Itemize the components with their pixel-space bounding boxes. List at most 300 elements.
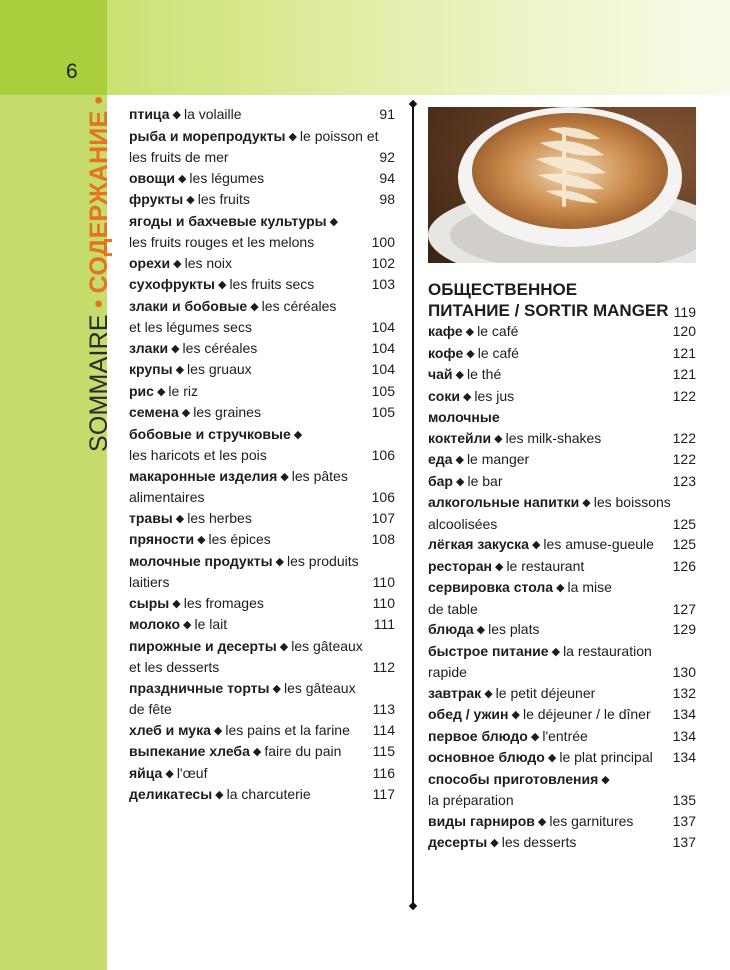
toc-entry (129, 699, 395, 720)
entry-russian: виды гарниров (428, 812, 535, 829)
entry-page-number: 91 (379, 106, 395, 122)
entry-russian: сухофрукты (129, 276, 215, 292)
diamond-bullet-icon: ◆ (547, 752, 557, 764)
entry-french: les céréales (261, 297, 337, 314)
diamond-bullet-icon: ◆ (551, 645, 561, 658)
entry-french: les boissons (593, 494, 671, 510)
toc-entry (428, 832, 696, 854)
toc-entry-text (129, 359, 252, 381)
entry-french: la mise (567, 579, 612, 595)
entry-russian: рыба и морепродукты (129, 127, 286, 144)
entry-russian: кафе (428, 323, 463, 339)
entry-page-number: 100 (371, 234, 395, 250)
title-ru: СОДЕРЖАНИЕ (85, 110, 113, 294)
entry-page-number: 104 (371, 339, 395, 356)
toc-entry (129, 104, 395, 126)
entry-russian: фрукты (129, 191, 184, 207)
toc-entry (428, 386, 696, 408)
entry-french: la préparation (428, 792, 514, 808)
entry-french: les graines (193, 404, 261, 420)
toc-entry-text (428, 321, 518, 343)
diamond-bullet-icon: ◆ (462, 390, 472, 403)
page-number: 6 (66, 60, 78, 83)
diamond-bullet-icon: ◆ (215, 789, 224, 801)
toc-entry (129, 657, 395, 678)
entry-page-number: 132 (672, 684, 696, 701)
entry-french: les fruits rouges et les melons (129, 234, 315, 250)
entry-page-number: 126 (672, 557, 696, 574)
toc-entry-text (129, 253, 232, 275)
toc-entry (129, 741, 395, 763)
diamond-bullet-icon: ◆ (165, 767, 174, 780)
toc-entry-text (428, 343, 519, 365)
toc-entry-text (129, 274, 314, 296)
diamond-bullet-icon: ◆ (279, 640, 289, 653)
toc-entry (129, 359, 395, 381)
entry-french: le thé (467, 366, 502, 382)
entry-french: le déjeuner / le dîner (522, 706, 651, 722)
top-band (0, 0, 730, 95)
toc-entry-text (129, 784, 311, 806)
entry-page-number: 108 (371, 531, 395, 547)
left-toc-column (129, 104, 395, 806)
entry-page-number: 112 (372, 659, 395, 675)
entry-russian: еда (428, 451, 453, 467)
entry-russian: праздничные торты (129, 679, 270, 696)
entry-french: de fête (129, 701, 172, 717)
toc-entry (129, 274, 395, 296)
toc-entry (129, 763, 395, 785)
entry-french: et les légumes secs (129, 319, 252, 335)
entry-page-number: 106 (371, 447, 395, 463)
toc-entry-text (428, 449, 529, 471)
entry-french: les produits (287, 552, 359, 569)
entry-french: le lait (194, 616, 228, 632)
toc-entry-text (428, 683, 595, 705)
entry-french: les desserts (501, 834, 577, 850)
toc-entry (428, 407, 696, 428)
entry-page-number: 134 (672, 706, 696, 722)
toc-entry (129, 232, 395, 253)
entry-french: les fruits (197, 191, 250, 207)
entry-page-number: 105 (371, 404, 395, 420)
toc-entry (428, 769, 696, 791)
page-tab (0, 0, 107, 95)
toc-entry-text (129, 168, 264, 190)
toc-entry (129, 445, 395, 466)
entry-russian: крупы (129, 361, 173, 377)
entry-french: le bar (467, 472, 503, 489)
toc-entry-text (129, 381, 198, 403)
toc-entry-text (428, 599, 478, 620)
toc-entry-text (129, 402, 261, 424)
entry-page-number: 107 (371, 509, 395, 526)
toc-entry (129, 678, 395, 700)
diamond-bullet-icon: ◆ (530, 730, 540, 743)
entry-russian: чай (428, 366, 453, 382)
diamond-bullet-icon: ◆ (456, 475, 465, 488)
diamond-bullet-icon: ◆ (252, 746, 262, 758)
entry-french: les noix (184, 254, 233, 271)
diamond-bullet-icon: ◆ (175, 512, 185, 525)
toc-entry-text (428, 514, 497, 535)
toc-entry (129, 508, 395, 530)
toc-entry-text (428, 386, 514, 408)
toc-entry-text (129, 678, 356, 700)
toc-entry (129, 784, 395, 806)
entry-page-number: 121 (672, 344, 696, 361)
toc-entry-text (428, 704, 651, 726)
entry-page-number: 92 (379, 149, 395, 165)
diamond-bullet-icon: ◆ (172, 109, 181, 121)
toc-entry (428, 747, 696, 769)
entry-french: les garnitures (549, 812, 634, 829)
entry-page-number: 122 (672, 451, 696, 467)
entry-russian: завтрак (428, 684, 482, 701)
toc-entry (428, 428, 696, 450)
toc-entry (129, 253, 395, 275)
diamond-bullet-icon: ◆ (455, 454, 464, 466)
diamond-bullet-icon: ◆ (582, 497, 591, 509)
entry-french: l'entrée (542, 727, 588, 744)
toc-entry-text (428, 492, 671, 514)
entry-russian: злаки (129, 339, 169, 356)
toc-entry (129, 424, 395, 446)
entry-french: les légumes (189, 169, 265, 186)
toc-entry (428, 471, 696, 493)
entry-page-number: 98 (379, 191, 395, 207)
toc-entry (129, 402, 395, 424)
section-page: 119 (673, 304, 696, 320)
diamond-bullet-icon: ◆ (177, 172, 187, 185)
entry-russian: бар (428, 472, 453, 489)
entry-russian: злаки и бобовые (129, 297, 248, 314)
entry-french: la charcuterie (226, 786, 311, 802)
toc-entry (129, 636, 395, 658)
entry-russian: пирожные и десерты (129, 637, 277, 654)
entry-page-number: 106 (371, 489, 395, 505)
toc-entry (428, 662, 696, 683)
entry-russian: молоко (129, 616, 181, 632)
entry-russian: лёгкая закуска (428, 536, 529, 552)
toc-entry-text (428, 747, 653, 769)
entry-russian: молочные продукты (129, 552, 273, 569)
toc-entry-text (129, 572, 169, 593)
toc-entry (428, 790, 696, 811)
entry-page-number: 94 (379, 169, 395, 186)
toc-entry-text (129, 232, 314, 253)
diamond-bullet-icon: ◆ (329, 215, 339, 228)
entry-page-number: 115 (372, 743, 395, 759)
entry-russian: деликатесы (129, 786, 213, 802)
entry-french: le plat principal (559, 749, 653, 765)
diamond-bullet-icon: ◆ (280, 470, 289, 483)
diamond-bullet-icon: ◆ (494, 432, 503, 445)
entry-french: les herbes (187, 509, 252, 526)
entry-russian: соки (428, 387, 460, 404)
toc-entry-text (428, 619, 539, 641)
toc-entry-text (428, 364, 501, 386)
entry-french: le riz (168, 382, 198, 399)
entry-page-number: 113 (372, 701, 395, 717)
entry-french: rapide (428, 664, 467, 680)
toc-entry (129, 381, 395, 403)
entry-page-number: 137 (672, 834, 696, 850)
entry-russian: основное блюдо (428, 749, 545, 765)
diamond-bullet-icon: ◆ (172, 597, 181, 610)
entry-russian: сервировка стола (428, 579, 554, 595)
entry-russian: молочные (428, 409, 500, 425)
diamond-bullet-icon: ◆ (272, 682, 281, 695)
entry-french: les fruits de mer (129, 149, 229, 165)
toc-entry-text (129, 338, 257, 360)
toc-entry-text (428, 471, 503, 493)
entry-french: les jus (474, 387, 515, 404)
entry-french: les fruits secs (229, 276, 315, 292)
section-title-line1: ОБЩЕСТВЕННОЕ (428, 280, 578, 299)
toc-entry (428, 704, 696, 726)
entry-page-number: 123 (672, 472, 696, 489)
entry-french: la restauration (563, 642, 652, 659)
toc-entry (428, 599, 696, 620)
entry-page-number: 122 (672, 387, 696, 404)
toc-entry-text (129, 636, 363, 658)
entry-page-number: 104 (371, 319, 395, 335)
toc-entry-text (129, 424, 305, 446)
diamond-bullet-icon: ◆ (275, 555, 285, 568)
entry-french: les fromages (183, 594, 264, 611)
diamond-bullet-icon: ◆ (217, 279, 227, 291)
entry-french: de table (428, 600, 478, 617)
toc-entry-text (129, 699, 172, 720)
diamond-bullet-icon: ◆ (173, 257, 182, 270)
entry-russian: ресторан (428, 557, 492, 574)
entry-french: les haricots et les pois (129, 447, 267, 463)
toc-entry (428, 364, 696, 386)
diamond-bullet-icon: ◆ (156, 385, 166, 398)
entry-french: et les desserts (129, 659, 220, 675)
entry-french: les gruaux (187, 361, 252, 377)
toc-entry-text (428, 662, 467, 683)
toc-entry (428, 683, 696, 705)
diamond-bullet-icon: ◆ (531, 539, 541, 551)
entry-french: faire du pain (264, 743, 342, 759)
diamond-bullet-icon: ◆ (465, 326, 475, 338)
toc-entry (129, 147, 395, 168)
toc-entry-text (129, 296, 336, 318)
toc-entry (129, 529, 395, 551)
toc-entry-text (129, 720, 350, 742)
entry-page-number: 117 (372, 786, 395, 802)
diamond-bullet-icon: ◆ (476, 624, 486, 636)
toc-entry (428, 619, 696, 641)
toc-entry (428, 514, 696, 535)
entry-page-number: 110 (372, 574, 395, 590)
entry-page-number: 125 (672, 515, 696, 532)
entry-russian: способы приготовления (428, 770, 599, 787)
entry-page-number: 104 (371, 361, 395, 377)
entry-french: l'œuf (176, 764, 208, 781)
entry-page-number: 103 (371, 276, 395, 292)
coffee-cup-icon (428, 107, 696, 263)
diamond-bullet-icon: ◆ (556, 582, 565, 594)
toc-entry-text (129, 104, 242, 126)
entry-russian: овощи (129, 169, 175, 186)
diamond-bullet-icon: ◆ (186, 194, 195, 206)
entry-russian: птица (129, 106, 170, 122)
section-heading (428, 279, 696, 321)
toc-entry-text (428, 407, 500, 428)
diamond-bullet-icon: ◆ (466, 347, 475, 360)
toc-entry-text (129, 529, 271, 551)
entry-french: le café (477, 344, 519, 361)
entry-french: les gâteaux (283, 679, 356, 696)
entry-french: les céréales (182, 339, 258, 356)
toc-entry (428, 577, 696, 599)
diamond-bullet-icon: ◆ (250, 300, 259, 313)
toc-entry (428, 343, 696, 365)
diamond-bullet-icon: ◆ (183, 619, 192, 631)
entry-french: la volaille (183, 106, 242, 122)
diamond-bullet-icon: ◆ (537, 815, 547, 828)
diamond-bullet-icon: ◆ (484, 687, 493, 700)
toc-entry-text (129, 657, 219, 678)
toc-entry-text (129, 487, 204, 508)
entry-page-number: 121 (672, 366, 696, 382)
entry-french: les pains et la farine (225, 721, 350, 738)
toc-entry (428, 534, 696, 556)
title-dot: • (85, 299, 113, 309)
entry-page-number: 110 (372, 594, 395, 611)
entry-page-number: 134 (672, 749, 696, 765)
entry-french: les amuse-gueule (543, 536, 654, 552)
toc-entry-text (129, 445, 267, 466)
diamond-bullet-icon: ◆ (511, 709, 520, 721)
diamond-bullet-icon: ◆ (213, 724, 223, 737)
diamond-bullet-icon: ◆ (181, 407, 191, 419)
toc-entry (129, 487, 395, 508)
toc-entry-text (129, 508, 252, 530)
toc-entry-text (129, 551, 359, 573)
entry-russian: яйца (129, 764, 163, 781)
column-divider (412, 104, 414, 906)
toc-entry-text (129, 593, 264, 615)
entry-page-number: 135 (672, 792, 696, 808)
diamond-bullet-icon: ◆ (494, 560, 504, 573)
entry-russian: бобовые и стручковые (129, 425, 291, 442)
toc-entry (129, 614, 395, 636)
toc-entry-text (428, 534, 654, 556)
entry-russian: ягоды и бахчевые культуры (129, 212, 327, 229)
entry-french: alimentaires (129, 489, 205, 505)
entry-russian: макаронные изделия (129, 467, 278, 484)
diamond-bullet-icon: ◆ (293, 428, 303, 441)
diamond-bullet-icon: ◆ (288, 130, 297, 143)
diamond-bullet-icon: ◆ (455, 369, 464, 381)
entry-page-number: 137 (672, 812, 696, 829)
entry-french: les gâteaux (291, 637, 363, 654)
right-toc-column (428, 321, 696, 854)
entry-russian: хлеб и мука (129, 721, 211, 738)
toc-entry-text (428, 769, 613, 791)
entry-french: le restaurant (506, 557, 585, 574)
entry-french: le petit déjeuner (495, 684, 596, 701)
diamond-bullet-icon: ◆ (171, 342, 180, 355)
entry-russian: семена (129, 404, 179, 420)
entry-russian: обед / ужин (428, 706, 509, 722)
entry-page-number: 130 (672, 664, 696, 680)
toc-entry (428, 726, 696, 748)
entry-page-number: 114 (372, 721, 395, 738)
toc-entry-text (428, 726, 588, 748)
entry-french: le café (477, 323, 519, 339)
entry-french: les pâtes (291, 467, 348, 484)
toc-entry-text (129, 741, 341, 763)
section-title-line2: ПИТАНИЕ / SORTIR MANGER (428, 301, 669, 320)
entry-page-number: 125 (672, 536, 696, 552)
entry-russian: выпекание хлеба (129, 743, 250, 759)
entry-russian: сыры (129, 594, 170, 611)
toc-entry (129, 189, 395, 211)
toc-entry (428, 811, 696, 833)
entry-russian: травы (129, 509, 173, 526)
entry-page-number: 102 (371, 254, 395, 271)
entry-russian: быстрое питание (428, 642, 549, 659)
entry-russian: алкогольные напитки (428, 494, 580, 510)
toc-entry-text (129, 126, 379, 148)
vertical-title (85, 90, 114, 452)
toc-entry (129, 338, 395, 360)
toc-entry-text (428, 811, 633, 833)
toc-entry-text (129, 147, 229, 168)
toc-entry-text (428, 577, 612, 599)
entry-russian: орехи (129, 254, 171, 271)
toc-entry (129, 593, 395, 615)
toc-entry (129, 466, 395, 488)
entry-page-number: 134 (672, 727, 696, 744)
toc-entry-text (428, 641, 652, 663)
entry-page-number: 105 (371, 382, 395, 399)
toc-entry-text (129, 466, 348, 488)
toc-entry (129, 720, 395, 742)
toc-entry-text (428, 832, 576, 854)
entry-french: le poisson et (299, 127, 379, 144)
entry-russian: кофе (428, 344, 464, 361)
toc-entry (129, 317, 395, 338)
diamond-bullet-icon: ◆ (490, 837, 499, 849)
toc-entry (428, 492, 696, 514)
diamond-bullet-icon: ◆ (197, 534, 206, 546)
entry-french: les plats (488, 621, 540, 637)
toc-entry-text (428, 556, 584, 578)
toc-entry (129, 211, 395, 233)
entry-page-number: 122 (672, 429, 696, 446)
toc-entry-text (428, 790, 514, 811)
entry-russian: рис (129, 382, 154, 399)
toc-entry-text (129, 614, 227, 636)
entry-page-number: 111 (373, 616, 395, 632)
entry-page-number: 116 (372, 764, 395, 781)
toc-entry-text (428, 428, 601, 450)
toc-entry (129, 126, 395, 148)
toc-entry-text (129, 211, 341, 233)
toc-entry-text (129, 317, 252, 338)
entry-page-number: 129 (672, 621, 696, 637)
toc-entry (428, 321, 696, 343)
entry-page-number: 120 (672, 323, 696, 339)
entry-page-number: 127 (672, 600, 696, 617)
toc-entry (428, 556, 696, 578)
